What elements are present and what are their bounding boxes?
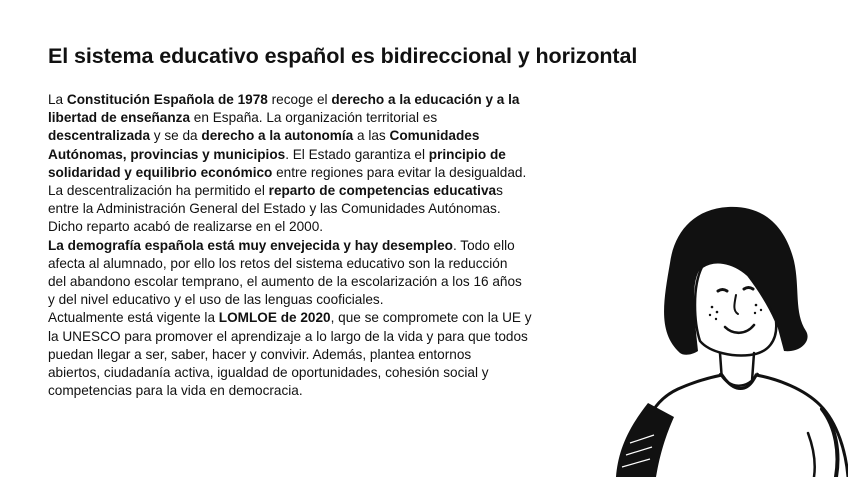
paragraph-line [48, 127, 628, 145]
text-run: y del nivel educativo y el uso de las lenguas cooficiales. [48, 292, 384, 308]
text-run: recoge el [267, 92, 332, 107]
woman-portrait-icon [608, 203, 848, 477]
paragraph-line [48, 291, 628, 309]
text-run: abiertos, ciudadanía activa, igualdad de oportunidades, cohesión social y [48, 365, 489, 381]
text-run: Actualmente está vigente la [48, 310, 219, 326]
text-run: , que se compromete con la UE y [330, 310, 532, 326]
text-run: afecta al alumnado, por ello los retos del sistema educativo son la reducción [48, 255, 508, 271]
text-run: a las [353, 128, 390, 144]
paragraph-line [48, 255, 628, 273]
text-run: entre la Administración General del Estado y las Comunidades Autónomas. [48, 201, 501, 217]
paragraph-line [48, 237, 628, 255]
text-run: puedan llegar a ser, saber, hacer y convivir. Además, plantea entornos [48, 346, 472, 362]
paragraph-line [48, 382, 628, 400]
paragraph-line [48, 109, 628, 127]
text-run: en España. La organización territorial es [190, 110, 438, 126]
bold-text: Autónomas, provincias y municipios [48, 146, 286, 162]
bold-text: Constitución Española de 1978 [66, 92, 268, 107]
bold-text: principio de [428, 146, 506, 162]
paragraph-line [48, 200, 628, 218]
text-run: entre regiones para evitar la desigualdad. [272, 164, 527, 180]
paragraph-line [48, 146, 628, 164]
text-run: . Todo ello [452, 237, 515, 253]
paragraph-line [48, 182, 628, 200]
text-run: La [48, 92, 67, 107]
text-run: la UNESCO para promover el aprendizaje a lo largo de la vida y para que todos [48, 328, 528, 344]
body-paragraph [48, 91, 628, 400]
torso-outline [642, 375, 848, 477]
bold-text: Comunidades [389, 128, 480, 144]
text-run: . El Estado garantiza el [285, 146, 429, 162]
text-run: del abandono escolar temprano, el aumento de la escolarización a los 16 años [48, 274, 522, 290]
paragraph-line [48, 218, 628, 236]
text-run: La descentralización ha permitido el [48, 183, 269, 199]
paragraph-line [48, 346, 628, 364]
text-run: competencias para la vida en democracia. [48, 383, 303, 399]
text-run: s [496, 183, 503, 199]
bold-text: derecho a la autonomía [201, 128, 354, 144]
bold-text: descentralizada [48, 128, 150, 144]
right-eye [744, 288, 753, 290]
bold-text: derecho a la educación y a la [331, 92, 520, 107]
paragraph-line [48, 328, 628, 346]
bold-text: reparto de competencias educativa [268, 183, 497, 199]
bold-text: La demografía española está muy envejecida y hay desempleo [48, 237, 453, 253]
slide-title: El sistema educativo español es bidireccional y horizontal [48, 44, 638, 68]
paragraph-line [48, 364, 628, 382]
paragraph-line [48, 164, 628, 182]
bold-text: solidaridad y equilibrio económico [48, 164, 273, 180]
bold-text: libertad de enseñanza [48, 110, 191, 126]
paragraph-line [48, 309, 628, 327]
bold-text: LOMLOE de 2020 [218, 310, 331, 326]
left-eye [718, 290, 727, 292]
text-run: Dicho reparto acabó de realizarse en el 2000. [48, 219, 324, 235]
paragraph-line [48, 273, 628, 291]
text-run: y se da [150, 128, 202, 144]
paragraph-line [48, 91, 628, 109]
